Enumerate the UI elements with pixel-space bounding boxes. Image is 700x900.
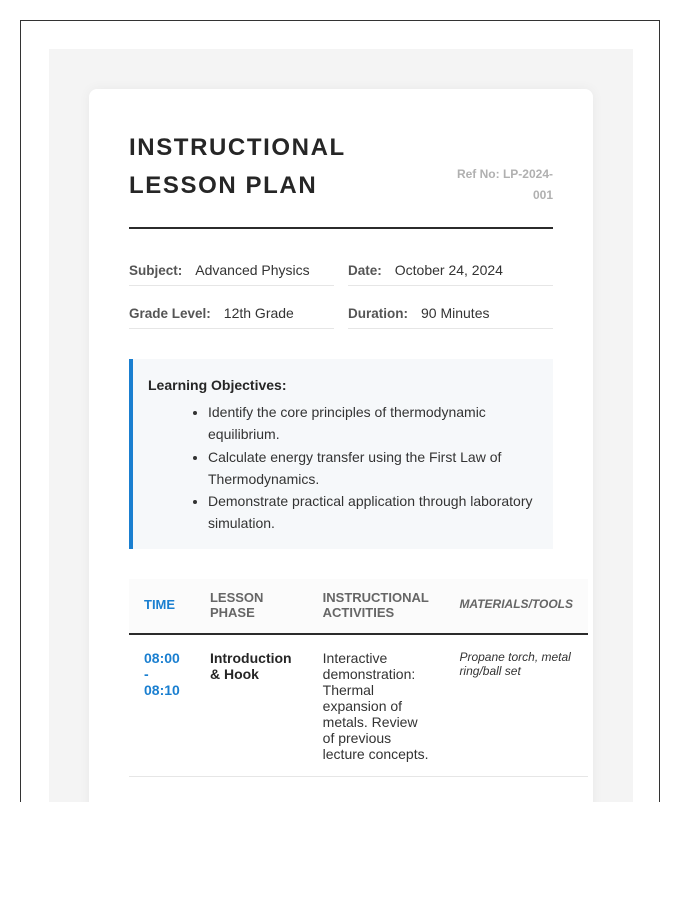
meta-subject [129, 252, 334, 286]
meta-subject-label: Subject: [129, 263, 183, 278]
meta-duration-label: Duration: [348, 306, 408, 321]
meta-date-label: Date: [348, 263, 382, 278]
table-row [129, 634, 588, 777]
objective-item: • Identify the core principles of thermodynamic equilibrium. [208, 401, 537, 446]
meta-grade-value: 12th Grade [223, 305, 294, 321]
lesson-meta [129, 252, 553, 338]
table-header-row [129, 579, 588, 634]
page-frame [20, 20, 660, 802]
page-background [49, 49, 633, 802]
objective-item: • Calculate energy transfer using the First Law of Thermodynamics. [208, 446, 537, 491]
lesson-plan-card [89, 89, 593, 802]
header-materials-tools: MATERIALS/TOOLS [444, 579, 588, 634]
lesson-schedule-table [129, 579, 588, 777]
header-lesson-phase: LESSON PHASE [195, 579, 308, 634]
document-title: INSTRUCTIONAL LESSON PLAN [129, 134, 346, 199]
cell-activities: Interactive demonstration: Thermal expansion of metals. Review of previous lecture concepts. [308, 634, 445, 777]
reference-number: Ref No: LP-2024-001 [456, 167, 553, 202]
meta-date [348, 252, 553, 286]
meta-duration [348, 295, 553, 329]
objective-item: • Demonstrate practical application through laboratory simulation. [208, 490, 537, 535]
objectives-list [148, 401, 537, 535]
learning-objectives-box [129, 359, 553, 549]
cell-lesson-phase: Introduction & Hook [195, 634, 308, 777]
objectives-title: Learning Objectives: [148, 377, 287, 393]
document-header [129, 129, 553, 229]
cell-time: 08:00 - 08:10 [129, 634, 195, 777]
meta-date-value: October 24, 2024 [394, 262, 503, 278]
card-content [129, 129, 573, 777]
meta-subject-value: Advanced Physics [195, 262, 310, 278]
header-time: TIME [129, 579, 195, 634]
cell-materials: Propane torch, metal ring/ball set [444, 634, 588, 777]
meta-grade [129, 295, 334, 329]
meta-grade-label: Grade Level: [129, 306, 211, 321]
header-instructional-activities: INSTRUCTIONAL ACTIVITIES [308, 579, 445, 634]
meta-duration-value: 90 Minutes [421, 305, 490, 321]
